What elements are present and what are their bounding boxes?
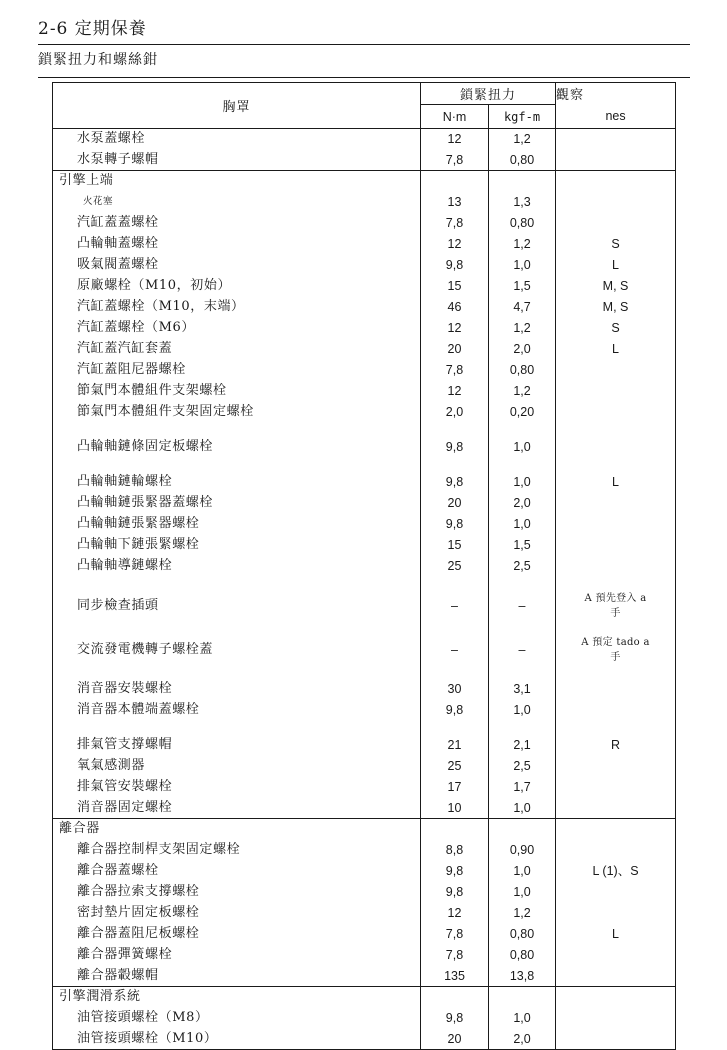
table-row: [53, 402, 676, 423]
column-header-observation: 觀察: [556, 88, 585, 104]
torque-nm-value: 9,8: [421, 861, 489, 882]
item-label: 離合器彈簧螺栓: [53, 945, 421, 966]
torque-nm-value: 9,8: [421, 437, 489, 458]
observation-value: [556, 882, 676, 903]
table-row: [53, 234, 676, 255]
torque-kgf-value: [489, 819, 556, 840]
table-row: [53, 255, 676, 276]
table-row: [53, 679, 676, 700]
torque-kgf-value: 1,0: [489, 1008, 556, 1029]
spacer-cell: [53, 721, 421, 735]
torque-kgf-value: 2,5: [489, 556, 556, 577]
table-row: [53, 591, 676, 621]
header-divider-bottom: [38, 77, 690, 78]
observation-value: [556, 987, 676, 1008]
table-row: [53, 556, 676, 577]
torque-nm-value: 135: [421, 966, 489, 987]
table-row: [53, 882, 676, 903]
torque-kgf-value: 1,7: [489, 777, 556, 798]
item-label: 汽缸蓋汽缸套蓋: [53, 339, 421, 360]
column-header-kgf: kgf-m: [489, 105, 556, 129]
torque-kgf-value: 1,5: [489, 276, 556, 297]
observation-value: [556, 966, 676, 987]
observation-value: [556, 777, 676, 798]
observation-value: [556, 360, 676, 381]
torque-kgf-value: 1,0: [489, 882, 556, 903]
item-label: 凸輪軸鏈張緊器蓋螺栓: [53, 493, 421, 514]
torque-kgf-value: 1,0: [489, 472, 556, 493]
item-label: 離合器控制桿支架固定螺栓: [53, 840, 421, 861]
torque-nm-value: 7,8: [421, 924, 489, 945]
torque-kgf-value: 2,0: [489, 339, 556, 360]
item-label: 氧氣感測器: [53, 756, 421, 777]
spacer-cell: [489, 423, 556, 437]
table-row: [53, 493, 676, 514]
item-label: 凸輪軸鏈張緊器螺栓: [53, 514, 421, 535]
table-row: [53, 756, 676, 777]
item-label: 消音器本體端蓋螺栓: [53, 700, 421, 721]
table-row: [53, 150, 676, 171]
spacer-cell: [556, 577, 676, 591]
table-row: [53, 903, 676, 924]
table-row: [53, 735, 676, 756]
observation-value: [556, 1029, 676, 1050]
observation-value: L: [612, 342, 619, 356]
torque-nm-value: 12: [421, 234, 489, 255]
observation-value: [556, 514, 676, 535]
item-label: 排氣管支撐螺帽: [53, 735, 421, 756]
chapter-title: 2-6 定期保養: [38, 19, 147, 39]
spacer-cell: [489, 458, 556, 472]
torque-kgf-value: –: [489, 591, 556, 621]
spacer-cell: [421, 621, 489, 635]
item-label: 節氣門本體組件支架螺栓: [53, 381, 421, 402]
item-label: 原廠螺栓（M10，初始）: [53, 276, 421, 297]
torque-kgf-value: 0,20: [489, 402, 556, 423]
table-row: [53, 472, 676, 493]
torque-kgf-value: 1,0: [489, 861, 556, 882]
spacer-cell: [556, 458, 676, 472]
torque-nm-value: 25: [421, 556, 489, 577]
item-label: 凸輪軸鏈輪螺栓: [53, 472, 421, 493]
torque-kgf-value: 1,2: [489, 129, 556, 150]
column-header-item: 胸罩: [53, 83, 421, 129]
table-section-row: [53, 987, 676, 1008]
torque-nm-value: 20: [421, 1029, 489, 1050]
table-spacer-row: [53, 423, 676, 437]
spacer-cell: [53, 621, 421, 635]
observation-value: [556, 556, 676, 577]
torque-nm-value: 7,8: [421, 150, 489, 171]
torque-kgf-value: 0,90: [489, 840, 556, 861]
observation-value: [556, 535, 676, 556]
torque-kgf-value: 2,0: [489, 1029, 556, 1050]
observation-line-2: 手: [610, 607, 621, 619]
table-row: [53, 192, 676, 213]
observation-value: [556, 437, 676, 458]
torque-nm-value: 20: [421, 339, 489, 360]
torque-kgf-value: 1,0: [489, 255, 556, 276]
item-label: 密封墊片固定板螺栓: [53, 903, 421, 924]
item-label: 離合器蓋螺栓: [53, 861, 421, 882]
table-section-row: [53, 819, 676, 840]
item-label: 離合器轂螺帽: [53, 966, 421, 987]
observation-value: [556, 171, 676, 192]
observation-value: S: [611, 237, 620, 251]
observation-line-1: A 預先登入 a: [584, 592, 647, 604]
item-label: 凸輪軸下鏈張緊螺栓: [53, 535, 421, 556]
torque-kgf-value: 1,3: [489, 192, 556, 213]
torque-kgf-value: 1,0: [489, 514, 556, 535]
observation-value: S: [611, 321, 620, 335]
torque-kgf-value: 0,80: [489, 924, 556, 945]
item-label: 消音器安裝螺栓: [53, 679, 421, 700]
observation-value: [556, 1008, 676, 1029]
item-label: 凸輪軸導鏈螺栓: [53, 556, 421, 577]
torque-nm-value: 25: [421, 756, 489, 777]
spacer-cell: [556, 665, 676, 679]
torque-nm-value: 30: [421, 679, 489, 700]
observation-value: M, S: [602, 300, 629, 314]
table-row: [53, 798, 676, 819]
table-row: [53, 635, 676, 665]
spacer-cell: [556, 423, 676, 437]
observation-value: [556, 192, 676, 213]
torque-kgf-value: 1,5: [489, 535, 556, 556]
torque-nm-value: 9,8: [421, 882, 489, 903]
item-label: 汽缸蓋螺栓（M10，末端）: [53, 297, 421, 318]
item-label: 油管接頭螺栓（M8）: [53, 1008, 421, 1029]
table-spacer-row: [53, 665, 676, 679]
torque-nm-value: –: [421, 635, 489, 665]
observation-value: L (1)、S: [592, 864, 639, 878]
torque-nm-value: 46: [421, 297, 489, 318]
torque-kgf-value: 1,2: [489, 381, 556, 402]
spacer-cell: [489, 621, 556, 635]
torque-kgf-value: 3,1: [489, 679, 556, 700]
torque-nm-value: 7,8: [421, 213, 489, 234]
observation-value: [556, 903, 676, 924]
torque-nm-value: 7,8: [421, 360, 489, 381]
torque-kgf-value: 1,2: [489, 903, 556, 924]
table-row: [53, 276, 676, 297]
torque-nm-value: 15: [421, 535, 489, 556]
torque-nm-value: 10: [421, 798, 489, 819]
torque-nm-value: 12: [421, 129, 489, 150]
spacer-cell: [556, 721, 676, 735]
torque-nm-value: 12: [421, 381, 489, 402]
torque-nm-value: [421, 987, 489, 1008]
item-label: 水泵蓋螺栓: [53, 129, 421, 150]
observation-line-1: A 預定 tado a: [581, 636, 650, 648]
table-row: [53, 297, 676, 318]
item-label: 凸輪軸鏈條固定板螺栓: [53, 437, 421, 458]
table-row: [53, 924, 676, 945]
item-label: 吸氣閥蓋螺栓: [53, 255, 421, 276]
torque-nm-value: –: [421, 591, 489, 621]
observation-value: [556, 700, 676, 721]
observation-value: [556, 798, 676, 819]
spacer-cell: [421, 577, 489, 591]
torque-kgf-value: 1,2: [489, 234, 556, 255]
torque-nm-value: 15: [421, 276, 489, 297]
item-label: 汽缸蓋阻尼器螺栓: [53, 360, 421, 381]
torque-nm-value: 13: [421, 192, 489, 213]
torque-kgf-value: 2,5: [489, 756, 556, 777]
torque-nm-value: [421, 819, 489, 840]
observation-value: L: [612, 475, 619, 489]
spacer-cell: [53, 423, 421, 437]
torque-nm-value: 2,0: [421, 402, 489, 423]
observation-value: M, S: [602, 279, 629, 293]
torque-kgf-value: –: [489, 635, 556, 665]
torque-specification-table: [52, 82, 676, 1050]
spacer-cell: [53, 458, 421, 472]
torque-nm-value: 21: [421, 735, 489, 756]
torque-nm-value: 9,8: [421, 255, 489, 276]
observation-value: R: [611, 738, 621, 752]
table-row: [53, 318, 676, 339]
torque-kgf-value: 0,80: [489, 360, 556, 381]
spacer-cell: [489, 721, 556, 735]
table-spacer-row: [53, 458, 676, 472]
observation-value: [556, 402, 676, 423]
item-label: 離合器拉索支撐螺栓: [53, 882, 421, 903]
observation-value: [556, 213, 676, 234]
table-row: [53, 360, 676, 381]
torque-kgf-value: [489, 171, 556, 192]
item-label: 同步檢查插頭: [53, 591, 421, 621]
observation-value: [556, 819, 676, 840]
spacer-cell: [489, 665, 556, 679]
observation-value: L: [612, 258, 619, 272]
item-label: 排氣管安裝螺栓: [53, 777, 421, 798]
observation-value: [556, 591, 676, 621]
table-spacer-row: [53, 577, 676, 591]
observation-value: [556, 381, 676, 402]
table-spacer-row: [53, 721, 676, 735]
section-label: 引擎潤滑系統: [53, 987, 421, 1008]
torque-nm-value: 8,8: [421, 840, 489, 861]
table-row: [53, 1029, 676, 1050]
torque-nm-value: 9,8: [421, 514, 489, 535]
torque-nm-value: 9,8: [421, 1008, 489, 1029]
table-row: [53, 129, 676, 150]
table-row: [53, 213, 676, 234]
table-body: [53, 129, 676, 1050]
observation-value: L: [612, 927, 619, 941]
observation-value: [556, 493, 676, 514]
torque-nm-value: 17: [421, 777, 489, 798]
spacer-cell: [421, 458, 489, 472]
item-label: 汽缸蓋螺栓（M6）: [53, 318, 421, 339]
observation-value: [556, 679, 676, 700]
spacer-cell: [489, 577, 556, 591]
section-label: 引擎上端: [53, 171, 421, 192]
column-header-nm: N·m: [421, 105, 489, 129]
page-header: [38, 18, 690, 78]
torque-kgf-value: 0,80: [489, 945, 556, 966]
observation-value: [556, 840, 676, 861]
torque-kgf-value: 4,7: [489, 297, 556, 318]
item-label: 油管接頭螺栓（M10）: [53, 1029, 421, 1050]
table-row: [53, 861, 676, 882]
table-row: [53, 1008, 676, 1029]
table-row: [53, 339, 676, 360]
table-row: [53, 535, 676, 556]
torque-kgf-value: 0,80: [489, 213, 556, 234]
observation-value: [556, 150, 676, 171]
table-row: [53, 381, 676, 402]
torque-kgf-value: 2,0: [489, 493, 556, 514]
spacer-cell: [421, 721, 489, 735]
item-label: 水泵轉子螺帽: [53, 150, 421, 171]
item-label: 消音器固定螺栓: [53, 798, 421, 819]
observation-value: [556, 129, 676, 150]
section-title: 鎖緊扭力和螺絲鉗: [38, 52, 158, 68]
item-label: 交流發電機轉子螺栓蓋: [53, 635, 421, 665]
torque-nm-value: 12: [421, 903, 489, 924]
torque-kgf-value: 13,8: [489, 966, 556, 987]
torque-nm-value: 9,8: [421, 472, 489, 493]
spacer-cell: [53, 665, 421, 679]
observation-value: [556, 756, 676, 777]
column-header-torque-group: 鎖緊扭力: [421, 83, 556, 105]
table-row: [53, 514, 676, 535]
torque-kgf-value: 1,2: [489, 318, 556, 339]
torque-kgf-value: 2,1: [489, 735, 556, 756]
table-row: [53, 840, 676, 861]
table-row: [53, 777, 676, 798]
table-section-row: [53, 171, 676, 192]
spacer-cell: [556, 621, 676, 635]
item-label: 汽缸蓋蓋螺栓: [53, 213, 421, 234]
torque-kgf-value: [489, 987, 556, 1008]
torque-nm-value: 20: [421, 493, 489, 514]
section-label: 離合器: [53, 819, 421, 840]
table-row: [53, 437, 676, 458]
torque-kgf-value: 1,0: [489, 700, 556, 721]
spacer-cell: [421, 665, 489, 679]
item-label: 凸輪軸蓋螺栓: [53, 234, 421, 255]
torque-nm-value: 12: [421, 318, 489, 339]
table-row: [53, 700, 676, 721]
torque-nm-value: 7,8: [421, 945, 489, 966]
item-label: 節氣門本體組件支架固定螺栓: [53, 402, 421, 423]
item-label: 離合器蓋阻尼板螺栓: [53, 924, 421, 945]
torque-kgf-value: 1,0: [489, 437, 556, 458]
torque-kgf-value: 1,0: [489, 798, 556, 819]
table-spacer-row: [53, 621, 676, 635]
torque-kgf-value: 0,80: [489, 150, 556, 171]
table-row: [53, 966, 676, 987]
table-row: [53, 945, 676, 966]
spacer-cell: [53, 577, 421, 591]
torque-nm-value: 9,8: [421, 700, 489, 721]
observation-line-2: 手: [610, 651, 621, 663]
item-label: 火花塞: [53, 192, 421, 213]
torque-nm-value: [421, 171, 489, 192]
observation-value: [556, 945, 676, 966]
column-header-observation-sub: nes: [556, 105, 676, 129]
spacer-cell: [421, 423, 489, 437]
table-header: [53, 83, 676, 129]
observation-value: [556, 635, 676, 665]
